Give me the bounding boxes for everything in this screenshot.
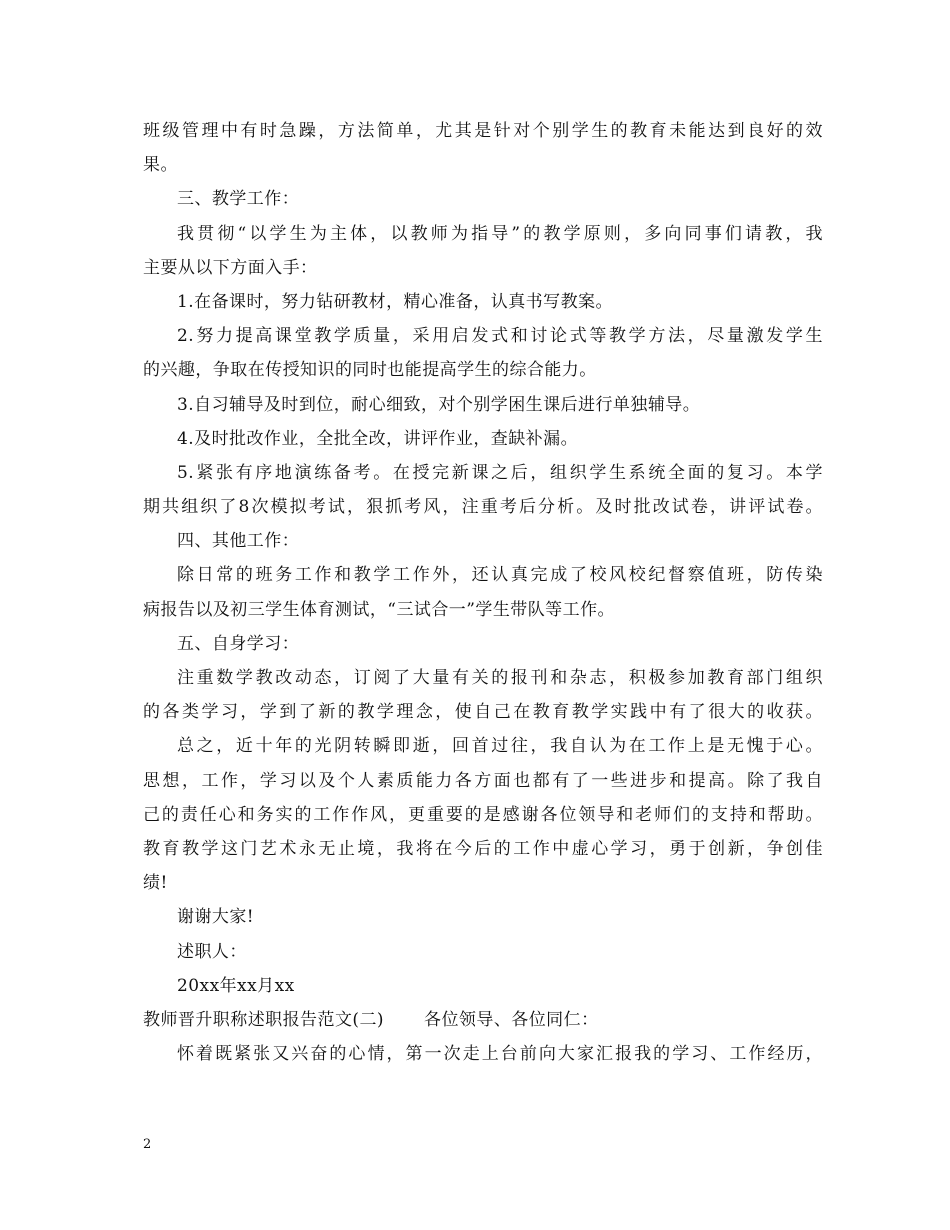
text-line: 期共组织了8次模拟考试，狠抓考风，注重考后分析。及时批改试卷，讲评试卷。 bbox=[143, 497, 823, 518]
last-line: 怀着既紧张又兴奋的心情，第一次走上台前向大家汇报我的学习、工作经历， bbox=[177, 1044, 823, 1065]
text-line: 述职人： bbox=[177, 941, 247, 962]
section-title-line bbox=[143, 1003, 823, 1037]
text-line: 总之，近十年的光阴转瞬即逝，回首过往，我自认为在工作上是无愧于心。 bbox=[177, 736, 823, 757]
greeting: 各位领导、各位同仁： bbox=[424, 1009, 599, 1030]
page-number: 2 bbox=[143, 1137, 152, 1152]
text-line: 我贯彻“以学生为主体，以教师为指导”的教学原则，多向同事们请教，我 bbox=[177, 223, 823, 244]
section-title: 教师晋升职称述职报告范文(二) bbox=[143, 1009, 385, 1030]
text-line: 己的责任心和务实的工作作风，更重要的是感谢各位领导和老师们的支持和帮助。 bbox=[143, 804, 823, 825]
text-line: 注重数学教改动态，订阅了大量有关的报刊和杂志，积极参加教育部门组织 bbox=[177, 668, 823, 688]
text-line: 绩! bbox=[143, 873, 168, 894]
text-line: 1.在备课时，努力钻研教材，精心准备，认真书写教案。 bbox=[177, 291, 613, 312]
text-line: 4.及时批改作业，全批全改，讲评作业，查缺补漏。 bbox=[177, 428, 579, 449]
text-line: 的兴趣，争取在传授知识的同时也能提高学生的综合能力。 bbox=[143, 360, 597, 381]
text-line: 5.紧张有序地演练备考。在授完新课之后，组织学生系统全面的复习。本学 bbox=[177, 462, 823, 483]
text-line: 主要从以下方面入手： bbox=[143, 257, 318, 278]
text-line: 果。 bbox=[143, 155, 178, 176]
text-line: 3.自习辅导及时到位，耐心细致，对个别学困生课后进行单独辅导。 bbox=[177, 394, 701, 415]
text-line: 20xx年xx月xx bbox=[177, 975, 295, 996]
text-line: 三、教学工作： bbox=[177, 189, 300, 210]
text-line: 谢谢大家! bbox=[177, 907, 255, 928]
text-line: 2.努力提高课堂教学质量，采用启发式和讨论式等教学方法，尽量激发学生 bbox=[177, 326, 823, 347]
text-line: 四、其他工作： bbox=[177, 531, 300, 552]
text-line: 病报告以及初三学生体育测试，“三试合一”学生带队等工作。 bbox=[143, 599, 615, 620]
paragraph-lines bbox=[143, 114, 823, 1003]
text-line: 的各类学习，学到了新的教学理念，使自己在教育教学实践中有了很大的收获。 bbox=[143, 702, 823, 723]
text-line: 教育教学这门艺术永无止境，我将在今后的工作中虚心学习，勇于创新，争创佳 bbox=[143, 838, 823, 859]
text-line: 班级管理中有时急躁，方法简单，尤其是针对个别学生的教育未能达到良好的效 bbox=[143, 121, 823, 141]
text-line: 五、自身学习： bbox=[177, 633, 300, 654]
document-body bbox=[143, 114, 823, 1071]
text-line: 思想，工作，学习以及个人素质能力各方面也都有了一些进步和提高。除了我自 bbox=[143, 770, 823, 791]
text-line: 除日常的班务工作和教学工作外，还认真完成了校风校纪督察值班，防传染 bbox=[177, 565, 823, 586]
